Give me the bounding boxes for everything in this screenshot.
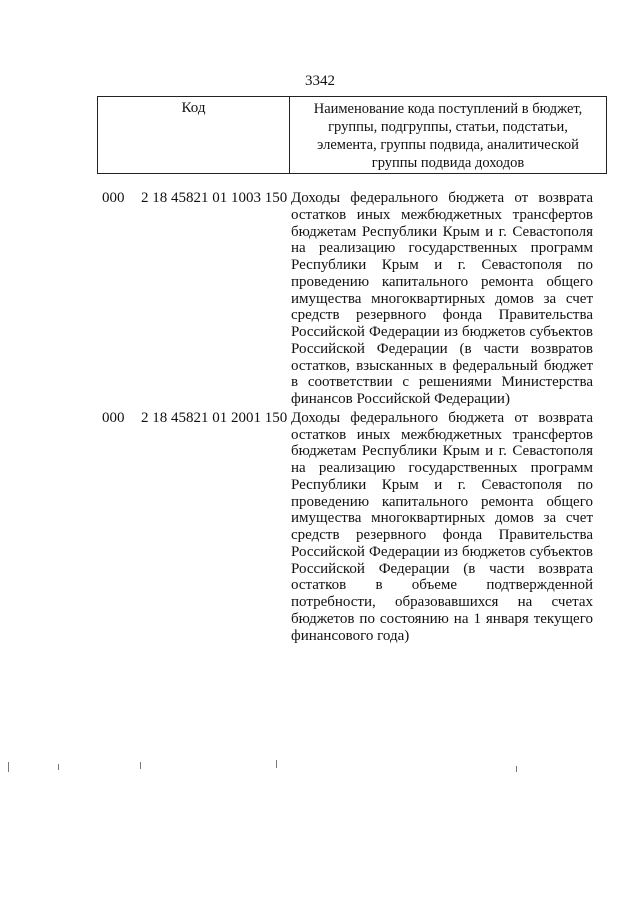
revenue-code: 2 18 45821 01 2001 150 [141,409,288,426]
page-number: 3342 [305,73,335,89]
name-column-header: Наименование кода поступлений в бюджет, группы, подгруппы, статьи, подстатьи, элемента, группы подвида, аналитической группы подвида доходов [313,101,583,171]
code-column-header: Код [98,97,290,173]
table-row [97,190,607,408]
admin-code: 000 [102,409,125,426]
scan-speck [140,762,141,769]
scan-speck [276,760,277,768]
entries-list [97,190,607,646]
scan-speck [8,762,9,772]
revenue-description: Доходы федерального бюджета от возврата остатков иных межбюджетных трансфертов бюджетам Республики Крым и г. Севастополя на реализацию государственных программ Республики Крым и г. Севастополя по проведению капитального ремонта общего имущества многоквартирных домов за счет средств резервного фонда Правительства Российской Федерации из бюджетов субъектов Российской Федерации (в части возврата остатков в объеме подтвержденной потребности, образовавшихся на счетах бюджетов по состоянию на 1 января текущего финансового года) [291,409,593,644]
table-header [97,96,607,174]
scan-speck [516,766,517,772]
table-row [97,410,607,645]
admin-code: 000 [102,190,125,206]
scan-speck [58,764,59,770]
revenue-code: 2 18 45821 01 1003 150 [141,190,288,206]
revenue-description: Доходы федерального бюджета от возврата остатков иных межбюджетных трансфертов бюджетам Республики Крым и г. Севастополя на реализацию государственных программ Республики Крым и г. Севастополя по проведению капитального ремонта общего имущества многоквартирных домов за счет средств резервного фонда Правительства Российской Федерации из бюджетов субъектов Российской Федерации (в части возвратов остатков, взысканных в федеральный бюджет в соответствии с решениями Министерства финансов Российской Федерации) [291,190,593,407]
